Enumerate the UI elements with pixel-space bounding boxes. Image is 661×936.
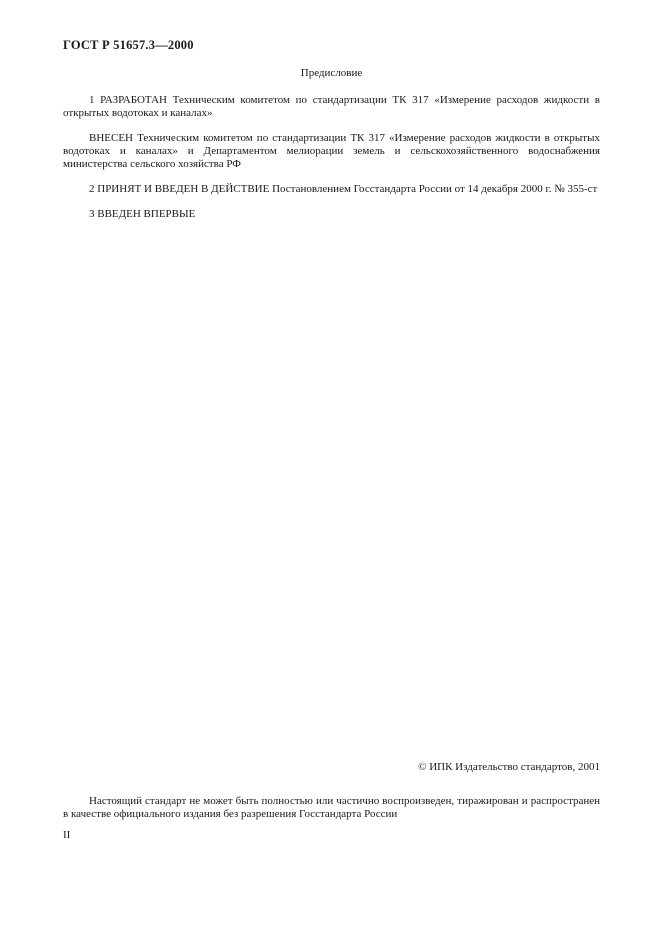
foreword-paragraph-2: ВНЕСЕН Техническим комитетом по стандартизации ТК 317 «Измерение расходов жидкости в открытых водотоках и каналах» и Департаментом мелиорации земель и сельскохозяйственного водоснабжения министерства сельского хозяйства РФ	[63, 131, 600, 171]
page-number: II	[63, 829, 71, 841]
foreword-paragraph-3: 2 ПРИНЯТ И ВВЕДЕН В ДЕЙСТВИЕ Постановлением Госстандарта России от 14 декабря 2000 г. № 355-ст	[89, 183, 598, 196]
reproduction-notice: Настоящий стандарт не может быть полностью или частично воспроизведен, тиражирован и распространен в качестве официального издания без разрешения Госстандарта России	[63, 795, 600, 821]
copyright-notice: © ИПК Издательство стандартов, 2001	[418, 761, 600, 773]
foreword-paragraph-4: 3 ВВЕДЕН ВПЕРВЫЕ	[89, 207, 196, 220]
reproduction-notice-block	[63, 795, 600, 821]
foreword-body	[63, 94, 600, 221]
foreword-paragraph-1: 1 РАЗРАБОТАН Техническим комитетом по стандартизации ТК 317 «Измерение расходов жидкости в открытых водотоках и каналах»	[63, 94, 600, 120]
section-title: Предисловие	[300, 67, 363, 79]
standard-number-header: ГОСТ Р 51657.3—2000	[63, 38, 194, 52]
